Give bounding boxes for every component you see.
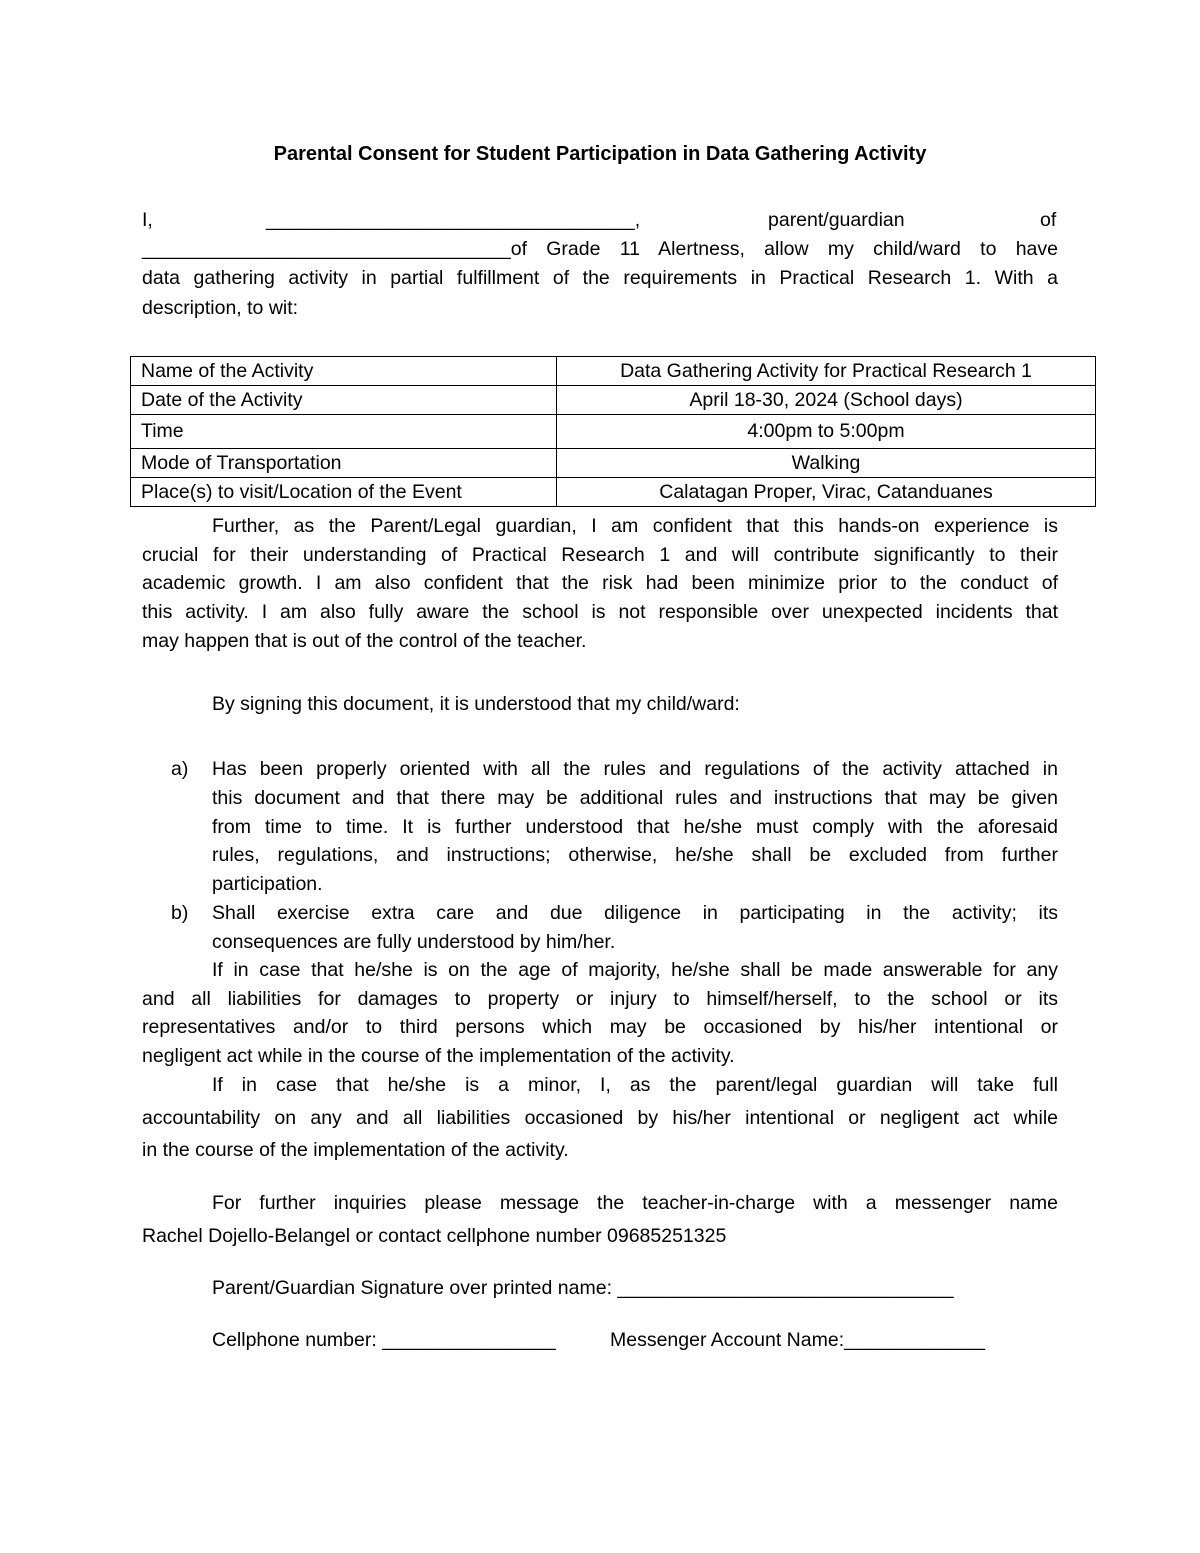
list-a-line-5: participation. — [212, 873, 323, 895]
by-signing-line: By signing this document, it is understood that my child/ward: — [212, 693, 740, 715]
table-label: Place(s) to visit/Location of the Event — [131, 478, 557, 507]
table-value: Data Gathering Activity for Practical Research 1 — [557, 357, 1096, 386]
messenger-field: Messenger Account Name:_____________ — [610, 1329, 986, 1351]
majority-line-3: representatives and/or to third persons which may be occasioned by his/her intentional or — [142, 1016, 1058, 1038]
majority-line-1: If in case that he/she is on the age of majority, he/she shall be made answerable for any — [212, 959, 1058, 981]
table-row — [131, 415, 1096, 449]
table-value: April 18-30, 2024 (School days) — [557, 386, 1096, 415]
table-row — [131, 357, 1096, 386]
table-label: Time — [131, 415, 557, 449]
list-b-line-1: Shall exercise extra care and due diligence in participating in the activity; its — [212, 902, 1058, 924]
list-a-line-1: Has been properly oriented with all the rules and regulations of the activity attached in — [212, 758, 1058, 780]
further-line-3: academic growth. I am also confident that the risk had been minimize prior to the conduct of — [142, 572, 1058, 594]
of-word: of — [1040, 209, 1057, 231]
list-a-line-2: this document and that there may be additional rules and instructions that may be given — [212, 787, 1058, 809]
further-line-1: Further, as the Parent/Legal guardian, I am confident that this hands-on experience is — [212, 515, 1058, 537]
cellphone-field: Cellphone number: ________________ — [212, 1329, 556, 1351]
table-label: Mode of Transportation — [131, 449, 557, 478]
minor-line-3: in the course of the implementation of the activity. — [142, 1139, 569, 1161]
table-label: Name of the Activity — [131, 357, 557, 386]
table-row — [131, 449, 1096, 478]
intro-i: I, — [142, 209, 153, 231]
list-marker-b: b) — [171, 902, 189, 924]
table-row — [131, 386, 1096, 415]
table-row — [131, 478, 1096, 507]
intro-line-4: description, to wit: — [142, 297, 299, 319]
parent-guardian-word: parent/guardian — [768, 209, 905, 231]
document-title: Parental Consent for Student Participation in Data Gathering Activity — [273, 143, 927, 165]
list-b-line-2: consequences are fully understood by him/her. — [212, 931, 616, 953]
table-value: Calatagan Proper, Virac, Catanduanes — [557, 478, 1096, 507]
inquiries-line-1: For further inquiries please message the teacher-in-charge with a messenger name — [212, 1192, 1058, 1214]
intro-line-1 — [142, 206, 1058, 235]
activity-details-table — [130, 356, 1096, 507]
further-line-5: may happen that is out of the control of the teacher. — [142, 630, 587, 652]
list-a-line-3: from time to time. It is further understood that he/she must comply with the aforesaid — [212, 816, 1058, 838]
signature-field: Parent/Guardian Signature over printed name: _______________________________ — [212, 1277, 954, 1299]
further-line-4: this activity. I am also fully aware the school is not responsible over unexpected incidents that — [142, 601, 1058, 623]
majority-line-4: negligent act while in the course of the implementation of the activity. — [142, 1045, 735, 1067]
table-value: Walking — [557, 449, 1096, 478]
table-value: 4:00pm to 5:00pm — [557, 415, 1096, 449]
list-a-line-4: rules, regulations, and instructions; otherwise, he/she shall be excluded from further — [212, 844, 1058, 866]
list-marker-a: a) — [171, 758, 189, 780]
minor-line-1: If in case that he/she is a minor, I, as the parent/legal guardian will take full — [212, 1074, 1058, 1096]
majority-line-2: and all liabilities for damages to property or injury to himself/herself, to the school or its — [142, 988, 1058, 1010]
further-line-2: crucial for their understanding of Practical Research 1 and will contribute significantly to their — [142, 544, 1058, 566]
name-blank: __________________________________, — [266, 209, 641, 231]
inquiries-line-2: Rachel Dojello-Belangel or contact cellphone number 09685251325 — [142, 1225, 727, 1247]
intro-line-3: data gathering activity in partial fulfillment of the requirements in Practical Research 1. With a — [142, 267, 1058, 289]
minor-line-2: accountability on any and all liabilities occasioned by his/her intentional or negligent act while — [142, 1107, 1058, 1129]
table-label: Date of the Activity — [131, 386, 557, 415]
intro-line-2: __________________________________of Grade 11 Alertness, allow my child/ward to have — [142, 238, 1058, 260]
